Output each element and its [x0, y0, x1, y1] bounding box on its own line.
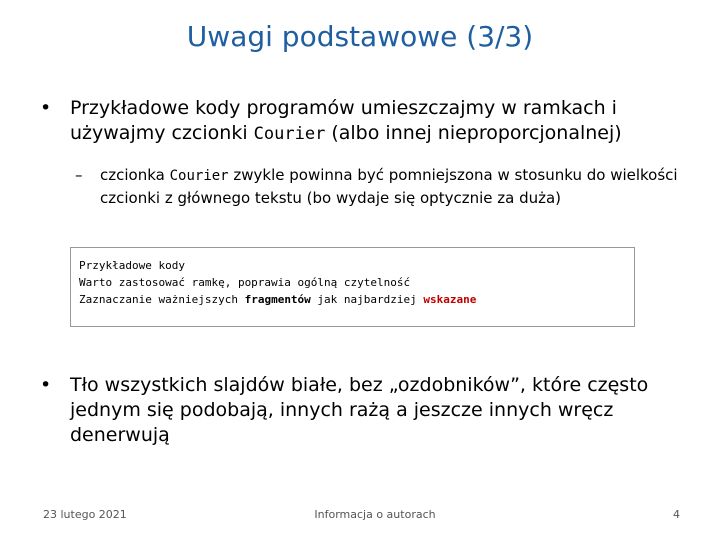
code-line-3-bold: fragmentów [244, 293, 311, 306]
sub-bullet-text [100, 164, 685, 209]
footer-author-info: Informacja o autorach [314, 508, 436, 521]
sub-bullet-text-start: czcionka [100, 166, 170, 184]
code-line-2: Warto zastosować ramkę, poprawia ogólną czytelność [79, 276, 411, 289]
code-line-3-highlight: wskazane [423, 293, 477, 306]
bullet-marker: • [40, 97, 52, 119]
bullet-text-1-mono: Courier [253, 124, 326, 144]
bullet-text-1 [70, 96, 680, 147]
sub-bullet-marker: – [75, 166, 83, 184]
code-line-3 [79, 293, 476, 306]
sub-bullet-text-end: zwykle powinna być pomniejszona w stosunku do wielkości czcionki z głównego tekstu (bo wydaje się optycznie za duża) [100, 166, 678, 207]
slide-title: Uwagi podstawowe (3/3) [186, 20, 534, 53]
code-box [70, 247, 635, 327]
footer-page-number: 4 [673, 508, 680, 521]
bullet-text-2: Tło wszystkich slajdów białe, bez „ozdobników”, które często jednym się podobają, innych rażą a jeszcze innych wręcz denerwują [70, 374, 649, 446]
footer-date: 23 lutego 2021 [43, 508, 127, 521]
bullet-text-1-end: (albo innej nieproporcjonalnej) [325, 122, 622, 144]
bullet-item-1 [40, 96, 680, 147]
bullet-marker: • [40, 374, 52, 396]
code-line-3-mid: jak najbardziej [310, 293, 424, 306]
sub-bullet-item [75, 164, 685, 209]
bullet-text-1-start: Przykładowe kody programów umieszczajmy w ramkach i używajmy czcionki [70, 97, 617, 144]
sub-bullet-mono: Courier [169, 168, 229, 184]
code-line-3-start: Zaznaczanie ważniejszych [79, 293, 245, 306]
bullet-item-2 [40, 373, 680, 448]
code-line-1: Przykładowe kody [79, 259, 185, 272]
